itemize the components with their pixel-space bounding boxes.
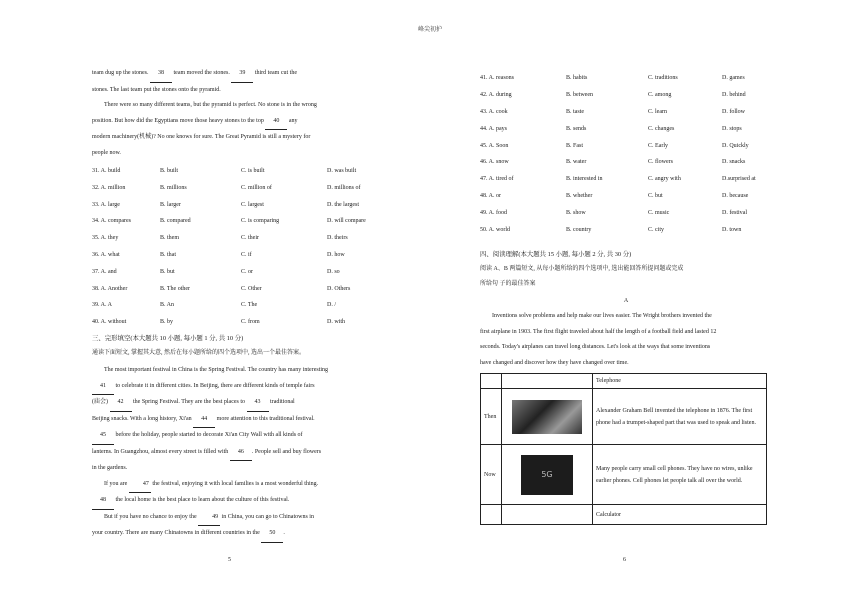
passage-label: A <box>623 297 629 304</box>
option-choice: B. millions <box>160 184 187 191</box>
option-row <box>92 180 390 197</box>
option-choice: B. An <box>160 302 175 309</box>
now-label: Now <box>481 445 502 505</box>
option-choice: B. sends <box>566 125 587 132</box>
answer-blank: 49 <box>198 510 220 527</box>
table-empty-cell-2 <box>502 505 593 525</box>
text-line: But if you have no chance to enjoy the 49 in China, you can go to Chinatowns in <box>92 510 390 527</box>
answer-blank: 44 <box>193 412 215 429</box>
option-choice: 49. A. food <box>480 210 507 217</box>
option-choice: 43. A. cook <box>480 108 508 115</box>
option-row <box>480 104 772 121</box>
option-choice: C. or <box>241 268 253 275</box>
option-choice: 34. A. compares <box>92 218 131 225</box>
option-choice: 40. A. without <box>92 319 127 326</box>
option-choice: B. habits <box>566 75 588 81</box>
option-choice: 48. A. or <box>480 193 501 200</box>
text-line: people now. <box>92 149 121 156</box>
text-line: Beijing snacks. With a long history, Xi'an 44 more attention to this traditional festival. <box>92 412 390 429</box>
option-row <box>92 230 390 247</box>
option-choice: B. built <box>160 168 179 174</box>
option-choice: D. the largest <box>327 201 360 208</box>
option-choice: C. but <box>648 193 663 200</box>
text-line: (庙会) 42 the Spring Festival. They are the best places to 43 traditional <box>92 395 390 412</box>
text-line: team dug up the stones. 38 team moved the stones. 39 third team cut the <box>92 66 390 83</box>
option-row <box>92 281 390 298</box>
option-choice: D. Quickly <box>722 142 749 149</box>
answer-blank: 38 <box>150 66 172 83</box>
text-line: The most important festival in China is the Spring Festival. The country has many interesting <box>104 367 329 374</box>
option-choice: C. Other <box>241 285 262 292</box>
option-choice: C. their <box>241 235 259 242</box>
table-corner-2 <box>502 374 593 389</box>
option-row <box>92 163 390 180</box>
option-choice: 36. A. what <box>92 251 120 258</box>
page-number-right: 6 <box>623 557 626 563</box>
option-choice: 45. A. Soon <box>480 142 509 149</box>
then-label: Then <box>481 389 502 445</box>
old-telephone-image <box>502 389 593 445</box>
answer-blank: 42 <box>110 395 132 412</box>
passage-a <box>480 309 772 371</box>
text-line: 41 to celebrate it in different cities. In Beijing, there are different kinds of temple fairs <box>92 379 390 396</box>
option-choice: D. will compare <box>327 218 366 225</box>
option-choice: 37. A. and <box>92 268 117 275</box>
option-row <box>480 70 772 87</box>
option-choice: D. how <box>327 251 345 258</box>
answer-blank: 39 <box>231 66 253 83</box>
option-choice: B. compared <box>160 218 191 225</box>
option-row <box>92 247 390 264</box>
option-choice: C. if <box>241 251 252 258</box>
option-row <box>480 171 772 188</box>
option-row <box>480 205 772 222</box>
option-choice: B. that <box>160 251 176 258</box>
option-choice: C. changes <box>648 125 675 132</box>
answer-blank: 45 <box>92 428 114 445</box>
option-choice: 39. A. A <box>92 302 113 309</box>
option-choice: B. Fast <box>566 142 584 149</box>
option-choice: D. games <box>722 75 745 81</box>
option-choice: C. angry with <box>648 176 681 183</box>
calculator-header: Calculator <box>593 505 767 525</box>
text-line: If you are 47 the festival, enjoying it with local families is a most wonderful thing. <box>92 477 390 494</box>
option-choice: D.surprised at <box>722 176 756 183</box>
option-row <box>92 264 390 281</box>
option-choice: B. them <box>160 235 179 242</box>
answer-blank: 46 <box>230 445 252 462</box>
text-line: 45 before the holiday, people started to decorate Xi'an City Wall with all kinds of <box>92 428 390 445</box>
answer-blank: 47 <box>129 477 151 494</box>
option-choice: C. flowers <box>648 159 673 166</box>
option-row <box>92 213 390 230</box>
option-choice: C. traditions <box>648 75 678 81</box>
option-row <box>92 297 390 314</box>
answer-blank: 40 <box>265 114 287 131</box>
option-choice: 35. A. they <box>92 235 119 242</box>
options-41-50 <box>480 70 772 239</box>
option-choice: B. show <box>566 210 586 217</box>
option-choice: C. learn <box>648 108 667 115</box>
option-choice: 38. A. Another <box>92 285 128 292</box>
option-row <box>480 138 772 155</box>
then-text: Alexander Graham Bell invented the telephone in 1876. The first phone had a trumpet-shaped part that was used to speak and listen. <box>593 389 767 445</box>
page-number-left: 5 <box>228 557 231 563</box>
option-choice: D. stops <box>722 125 742 132</box>
option-choice: 44. A. pays <box>480 125 507 132</box>
option-choice: C. music <box>648 210 670 217</box>
text-line: lanterns. In Guangzhou, almost every street is filled with 46 . People sell and buy flowers <box>92 445 390 462</box>
text-line: modern machinery(机械)? No one knows for sure. The Great Pyramid is still a mystery for <box>92 134 311 140</box>
option-choice: 31. A. build <box>92 168 121 174</box>
option-row <box>480 87 772 104</box>
option-row <box>480 188 772 205</box>
answer-blank: 43 <box>247 395 269 412</box>
option-choice: D. snacks <box>722 159 746 166</box>
option-choice: D. so <box>327 268 340 275</box>
option-choice: D. with <box>327 319 345 326</box>
option-choice: B. whether <box>566 193 593 200</box>
option-choice: C. million of <box>241 184 272 191</box>
option-choice: C. Early <box>648 142 668 149</box>
option-choice: 42. A. during <box>480 91 512 98</box>
option-choice: D. millions of <box>327 184 361 191</box>
option-choice: B. water <box>566 159 587 166</box>
passage-end <box>92 66 390 161</box>
section3-title: 三、完形填空(本大题共 10 小题, 每小题 1 分, 共 10 分) <box>92 334 244 342</box>
option-choice: 47. A. tired of <box>480 176 514 183</box>
text-line: position. But how did the Egyptians move those heavy stones to the top 40 any <box>92 114 390 131</box>
left-page <box>92 66 390 543</box>
now-text: Many people carry small cell phones. They have no wires, unlike earlier phones. Cell phones let people talk all over the world. <box>593 445 767 505</box>
option-row <box>92 197 390 214</box>
telephone-header: Telephone <box>593 374 767 389</box>
text-line: seconds. Today's airplanes can travel long distances. Let's look at the ways that some inventions <box>480 344 711 351</box>
option-choice: 33. A. large <box>92 201 120 208</box>
right-page <box>480 70 772 525</box>
option-choice: D. / <box>327 302 336 309</box>
cell-phone-image-text: 5G <box>521 455 573 495</box>
text-line: Inventions solve problems and help make our lives easier. The Wright brothers invented the <box>492 313 712 320</box>
option-choice: D. behind <box>722 91 746 98</box>
options-31-40 <box>92 163 390 331</box>
option-choice: B. The other <box>160 285 191 292</box>
text-line: in the gardens. <box>92 465 128 472</box>
cloze-passage <box>92 363 390 543</box>
option-choice: C. among <box>648 91 672 98</box>
option-row <box>480 154 772 171</box>
option-row <box>92 314 390 331</box>
text-line: have changed and discover how they have changed over time. <box>480 359 629 366</box>
option-choice: C. largest <box>241 201 264 208</box>
option-choice: 50. A. world <box>480 227 510 234</box>
option-choice: B. by <box>160 319 174 326</box>
cell-phone-image <box>502 445 593 505</box>
inventions-table <box>480 373 767 525</box>
option-choice: D. was built <box>327 168 357 174</box>
table-empty-cell <box>481 505 502 525</box>
option-choice: B. between <box>566 91 593 98</box>
answer-blank: 50 <box>261 526 283 543</box>
text-line: first airplane in 1903. The first flight traveled about half the length of a football field and lasted 12 <box>480 328 717 335</box>
option-choice: B. interested in <box>566 176 603 183</box>
text-line: stones. The last team put the stones onto the pyramid. <box>92 86 221 93</box>
option-choice: C. is built <box>241 168 265 174</box>
section4-instructions-1: 阅读 A、B 两篇短文, 从每小题所给的四个选项中, 选出能回答所提问题或完成 <box>480 265 684 272</box>
section3-instructions: 通读下面短文, 掌握其大意, 然后在每小题所给的四个选项中, 选出一个最佳答案。 <box>92 349 306 356</box>
option-choice: D. theirs <box>327 235 348 242</box>
option-choice: 32. A. million <box>92 184 126 191</box>
section4-title: 四、阅读理解(本大题共 15 小题, 每小题 2 分, 共 30 分) <box>480 250 632 258</box>
option-choice: C. city <box>648 227 664 234</box>
option-choice: C. The <box>241 302 258 309</box>
option-choice: D. follow <box>722 108 745 115</box>
option-choice: D. town <box>722 227 742 234</box>
option-choice: B. country <box>566 227 592 234</box>
answer-blank: 41 <box>92 379 114 396</box>
text-line: your country. There are many Chinatowns in different countries in the 50 . <box>92 526 390 543</box>
option-choice: C. from <box>241 319 260 326</box>
option-row <box>480 222 772 239</box>
option-choice: B. but <box>160 268 175 275</box>
text-line: There were so many different teams, but the pyramid is perfect. No stone is in the wrong <box>104 102 317 108</box>
option-choice: 41. A. reasons <box>480 75 514 81</box>
answer-blank: 48 <box>92 493 114 510</box>
table-corner <box>481 374 502 389</box>
option-choice: D. festival <box>722 210 747 217</box>
option-choice: B. larger <box>160 201 181 208</box>
option-row <box>480 121 772 138</box>
option-choice: D. Others <box>327 285 351 292</box>
option-choice: C. is comparing <box>241 218 280 225</box>
text-line: 48 the local home is the best place to learn about the culture of this festival. <box>92 493 390 510</box>
section4-instructions-2: 所给句 子的最佳答案 <box>480 281 536 288</box>
option-choice: D. because <box>722 193 749 200</box>
option-choice: 46. A. snow <box>480 159 509 166</box>
option-choice: B. taste <box>566 108 584 115</box>
header-stamp: 峰尖初护 <box>417 27 442 33</box>
